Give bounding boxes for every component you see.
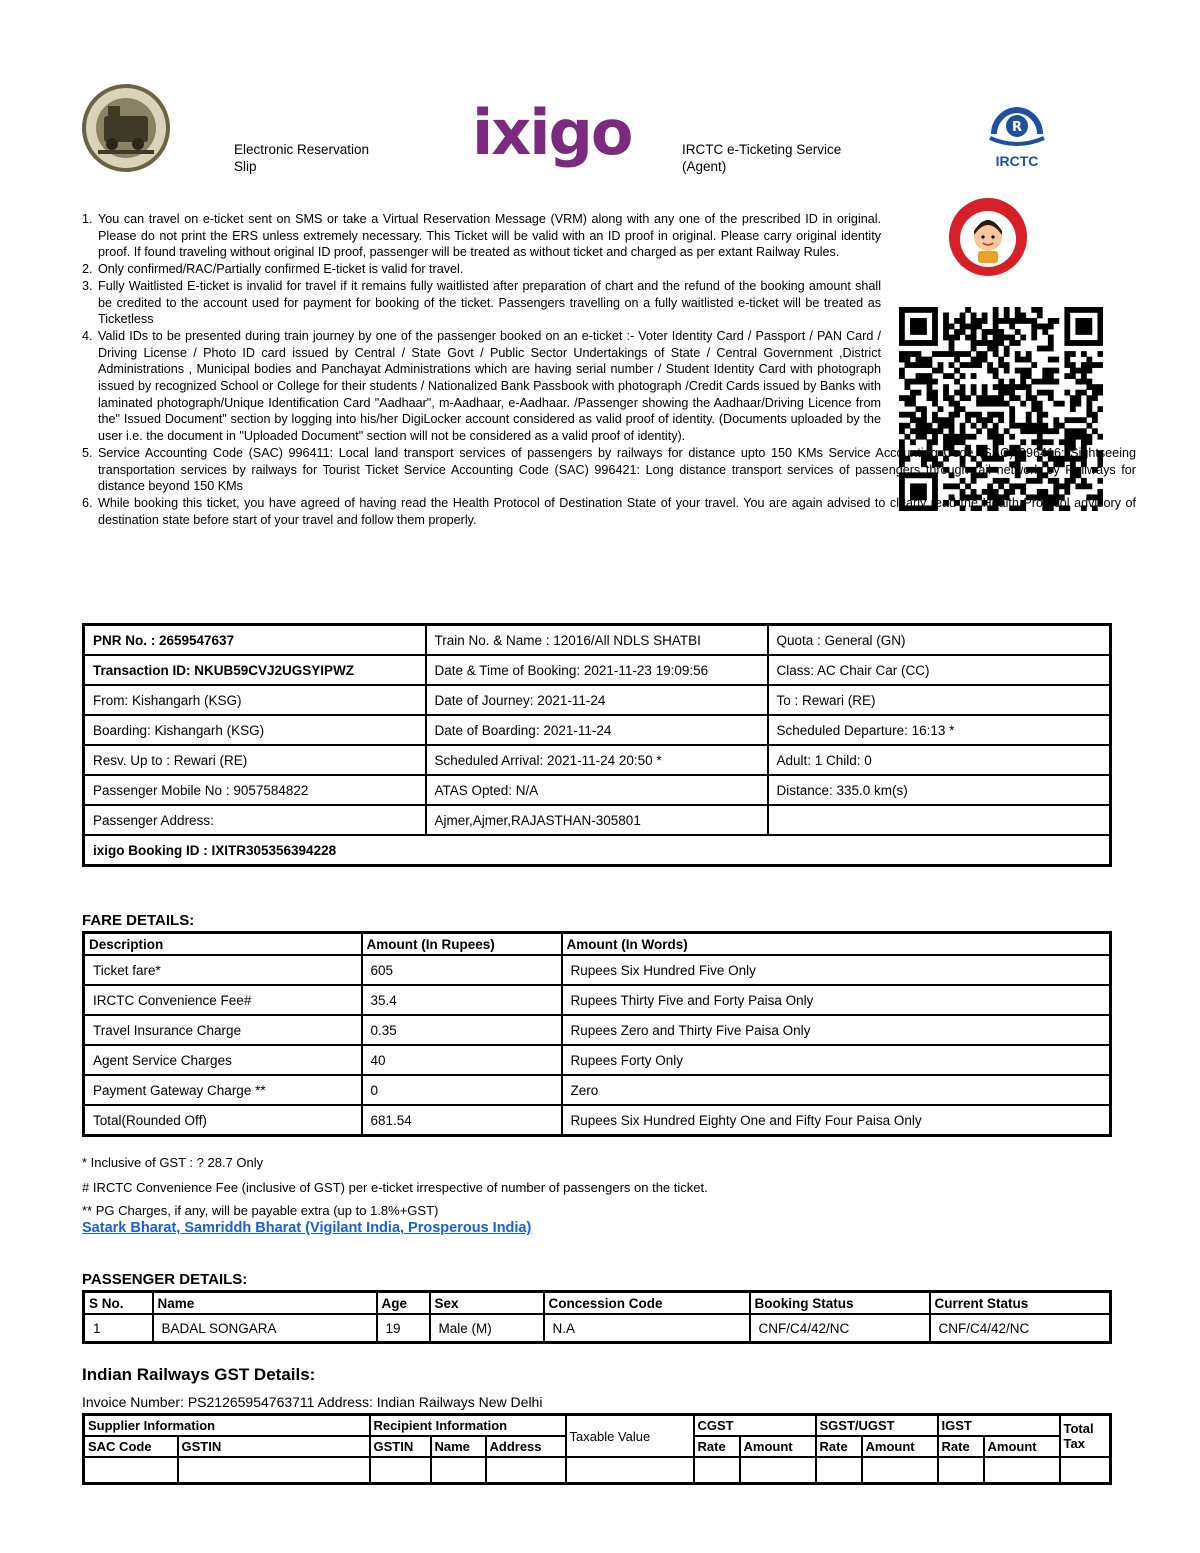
fare-amount-words: Rupees Forty Only xyxy=(562,1045,1111,1075)
column-header: Amount (In Rupees) xyxy=(362,933,562,956)
booking-status: CNF/C4/42/NC xyxy=(750,1314,930,1343)
irctc-label: IRCTC xyxy=(995,153,1039,169)
empty-cell xyxy=(84,1457,178,1484)
fare-amount: 0.35 xyxy=(362,1015,562,1045)
fare-amount-words: Zero xyxy=(562,1075,1111,1105)
passenger-table xyxy=(82,1290,1112,1344)
empty-cell xyxy=(938,1457,984,1484)
fare-description: Agent Service Charges xyxy=(84,1045,362,1075)
note-item: 3. Fully Waitlisted E-ticket is invalid for travel if it remains fully waitlisted after preparation of chart and the refund of the booking amount shall be credited to the account used for payment for booking of the ticket. Passengers travelling on a fully waitlisted e-ticket will be treated as Ticketless xyxy=(96,278,881,328)
quota: Quota : General (GN) xyxy=(768,625,1111,656)
atas-opted: ATAS Opted: N/A xyxy=(426,775,768,805)
passenger-mobile: Passenger Mobile No : 9057584822 xyxy=(84,775,426,805)
table-row xyxy=(84,685,1111,715)
note-item: 4. Valid IDs to be presented during train journey by one of the passenger booked on an e-ticket :- Voter Identity Card / Passport / PAN Card / Driving License / Photo ID card issued by Central / State Govt / Public Sector Undertakings of State / Central Government ,District Administrations , Municipal bodies and Panchayat Administrations which are having serial number / Student Identity Card with photograph issued by recognized School or College for their students / Nationalized Bank Passbook with photograph /Credit Cards issued by Banks with laminated photograph/Unique Identification Card "Aadhaar", m-Aadhaar, e-Aadhaar. /Passenger showing the Aadhaar/Driving Licence from the" Issued Document" section by logging into his/her DigiLocker account considered as valid proof of identity. (Documents uploaded by the user i.e. the document in "Uploaded Document" section will not be considered as a valid proof of identity). xyxy=(96,328,881,445)
fare-amount: 35.4 xyxy=(362,985,562,1015)
irctc-service-title: IRCTC e-Ticketing Service (Agent) xyxy=(682,142,842,174)
table-row xyxy=(84,655,1111,685)
passenger-serial: 1 xyxy=(84,1314,153,1343)
pnr-number: PNR No. : 2659547637 xyxy=(84,625,426,656)
igst-header: IGST xyxy=(938,1415,1060,1437)
from-station: From: Kishangarh (KSG) xyxy=(84,685,426,715)
table-row xyxy=(84,745,1111,775)
fare-amount-words: Rupees Six Hundred Five Only xyxy=(562,955,1111,985)
gst-details-title: Indian Railways GST Details: xyxy=(82,1365,316,1384)
table-header-row xyxy=(84,933,1111,956)
svg-text:R: R xyxy=(1011,120,1023,135)
ticket-instructions xyxy=(72,211,1136,528)
table-header-row xyxy=(84,1415,1111,1437)
concession-code: N.A xyxy=(544,1314,750,1343)
empty-cell xyxy=(566,1457,694,1484)
travel-class: Class: AC Chair Car (CC) xyxy=(768,655,1111,685)
fare-description: Total(Rounded Off) xyxy=(84,1105,362,1136)
fare-description: Ticket fare* xyxy=(84,955,362,985)
cgst-rate-header: Rate xyxy=(694,1436,740,1457)
empty-cell xyxy=(178,1457,370,1484)
recipient-address-header: Address xyxy=(486,1436,566,1457)
empty-cell xyxy=(768,805,1111,835)
table-row xyxy=(84,835,1111,866)
igst-rate-header: Rate xyxy=(938,1436,984,1457)
fare-amount-words: Rupees Zero and Thirty Five Paisa Only xyxy=(562,1015,1111,1045)
table-header-row xyxy=(84,1292,1111,1315)
recipient-info-header: Recipient Information xyxy=(370,1415,566,1437)
table-row xyxy=(84,1105,1111,1136)
table-row xyxy=(84,775,1111,805)
column-header: S No. xyxy=(84,1292,153,1315)
empty-cell xyxy=(431,1457,486,1484)
fare-description: Travel Insurance Charge xyxy=(84,1015,362,1045)
fare-amount: 0 xyxy=(362,1075,562,1105)
fare-amount: 40 xyxy=(362,1045,562,1075)
passenger-count: Adult: 1 Child: 0 xyxy=(768,745,1111,775)
fare-amount-words: Rupees Thirty Five and Forty Paisa Only xyxy=(562,985,1111,1015)
pg-charges-footnote: ** PG Charges, if any, will be payable extra (up to 1.8%+GST) xyxy=(82,1203,439,1218)
invoice-details: Invoice Number: PS21265954763711 Address: Indian Railways New Delhi xyxy=(82,1394,543,1410)
column-header: Name xyxy=(153,1292,377,1315)
table-row xyxy=(84,1075,1111,1105)
fare-amount-words: Rupees Six Hundred Eighty One and Fifty Four Paisa Only xyxy=(562,1105,1111,1136)
column-header: Description xyxy=(84,933,362,956)
passenger-sex: Male (M) xyxy=(430,1314,544,1343)
ixigo-logo: ixigo xyxy=(472,96,632,169)
taxable-value-header: Taxable Value xyxy=(566,1415,694,1458)
igst-amount-header: Amount xyxy=(984,1436,1060,1457)
table-row xyxy=(84,625,1111,656)
supplier-info-header: Supplier Information xyxy=(84,1415,370,1437)
transaction-id: Transaction ID: NKUB59CVJ2UGSYIPWZ xyxy=(84,655,426,685)
table-row xyxy=(84,805,1111,835)
fare-table xyxy=(82,931,1112,1137)
column-header: Sex xyxy=(430,1292,544,1315)
satark-bharat-link[interactable]: Satark Bharat, Samriddh Bharat (Vigilant India, Prosperous India) xyxy=(82,1220,532,1236)
column-header: Booking Status xyxy=(750,1292,930,1315)
distance: Distance: 335.0 km(s) xyxy=(768,775,1111,805)
table-row xyxy=(84,1457,1111,1484)
recipient-name-header: Name xyxy=(431,1436,486,1457)
empty-cell xyxy=(370,1457,431,1484)
cgst-header: CGST xyxy=(694,1415,816,1437)
empty-cell xyxy=(984,1457,1060,1484)
passenger-name: BADAL SONGARA xyxy=(153,1314,377,1343)
note-item: 1. You can travel on e-ticket sent on SMS or take a Virtual Reservation Message (VRM) along with any one of the prescribed ID in original. Please do not print the ERS unless extremely necessary. This Ticket will be valid with an ID proof in original. Please carry original identity proof. If found traveling without original ID proof, passenger will be treated as without ticket and charged as per extant Railway Rules. xyxy=(96,211,881,261)
note-item: 2. Only confirmed/RAC/Partially confirmed E-ticket is valid for travel. xyxy=(96,261,881,278)
convenience-fee-footnote: # IRCTC Convenience Fee (inclusive of GST) per e-ticket irrespective of number of passengers on the ticket. xyxy=(82,1180,708,1195)
fare-description: Payment Gateway Charge ** xyxy=(84,1075,362,1105)
sgst-amount-header: Amount xyxy=(862,1436,938,1457)
ixigo-booking-id: ixigo Booking ID : IXITR305356394228 xyxy=(84,835,1111,866)
gst-table xyxy=(82,1413,1112,1485)
indian-railways-emblem-icon xyxy=(80,82,172,174)
passenger-address: Ajmer,Ajmer,RAJASTHAN-305801 xyxy=(426,805,768,835)
table-row xyxy=(84,1045,1111,1075)
sgst-header: SGST/UGST xyxy=(816,1415,938,1437)
journey-info-table xyxy=(82,623,1112,867)
indian-railways-emblem xyxy=(80,82,172,174)
fare-amount: 681.54 xyxy=(362,1105,562,1136)
column-header: Age xyxy=(377,1292,430,1315)
current-status: CNF/C4/42/NC xyxy=(930,1314,1111,1343)
fare-details-title: FARE DETAILS: xyxy=(82,912,195,929)
to-station: To : Rewari (RE) xyxy=(768,685,1111,715)
table-row xyxy=(84,1015,1111,1045)
note-item: 6. While booking this ticket, you have agreed of having read the Health Protocol of Destination State of your travel. You are again advised to clearly read the Health Protocol advisory of destination state before start of your travel and follow them properly. xyxy=(96,495,1136,528)
cgst-amount-header: Amount xyxy=(740,1436,816,1457)
scheduled-arrival: Scheduled Arrival: 2021-11-24 20:50 * xyxy=(426,745,768,775)
gst-footnote: * Inclusive of GST : ? 28.7 Only xyxy=(82,1155,264,1170)
boarding-date: Date of Boarding: 2021-11-24 xyxy=(426,715,768,745)
table-row xyxy=(84,715,1111,745)
fare-amount: 605 xyxy=(362,955,562,985)
reservation-upto: Resv. Up to : Rewari (RE) xyxy=(84,745,426,775)
booking-time: Date & Time of Booking: 2021-11-23 19:09:56 xyxy=(426,655,768,685)
note-item: 5. Service Accounting Code (SAC) 996411: Local land transport services of passengers by railways for distance upto 150 KMs Service Accounting Code (SAC) 996416: Sightseeing transportation services by railways for Tourist Ticket Service Accounting Code (SAC) 996421: Long distance transport services of passengers through rail network by Railways for distance beyond 150 KMs xyxy=(96,445,1136,495)
column-header: Current Status xyxy=(930,1292,1111,1315)
supplier-gstin-header: GSTIN xyxy=(178,1436,370,1457)
recipient-gstin-header: GSTIN xyxy=(370,1436,431,1457)
empty-cell xyxy=(816,1457,862,1484)
empty-cell xyxy=(1060,1457,1111,1484)
boarding-station: Boarding: Kishangarh (KSG) xyxy=(84,715,426,745)
table-row xyxy=(84,955,1111,985)
sgst-rate-header: Rate xyxy=(816,1436,862,1457)
empty-cell xyxy=(486,1457,566,1484)
irctc-logo xyxy=(982,104,1052,174)
table-row xyxy=(84,1314,1111,1343)
passenger-age: 19 xyxy=(377,1314,430,1343)
empty-cell xyxy=(862,1457,938,1484)
ers-title: Electronic Reservation Slip xyxy=(234,142,370,174)
empty-cell xyxy=(694,1457,740,1484)
sac-code-header: SAC Code xyxy=(84,1436,178,1457)
journey-date: Date of Journey: 2021-11-24 xyxy=(426,685,768,715)
scheduled-departure: Scheduled Departure: 16:13 * xyxy=(768,715,1111,745)
fare-description: IRCTC Convenience Fee# xyxy=(84,985,362,1015)
column-header: Concession Code xyxy=(544,1292,750,1315)
total-tax-header: Total Tax xyxy=(1060,1415,1111,1458)
train-name: Train No. & Name : 12016/All NDLS SHATBI xyxy=(426,625,768,656)
passenger-address-label: Passenger Address: xyxy=(84,805,426,835)
irctc-logo-icon xyxy=(982,104,1052,148)
empty-cell xyxy=(740,1457,816,1484)
passenger-details-title: PASSENGER DETAILS: xyxy=(82,1271,248,1288)
table-row xyxy=(84,985,1111,1015)
column-header: Amount (In Words) xyxy=(562,933,1111,956)
